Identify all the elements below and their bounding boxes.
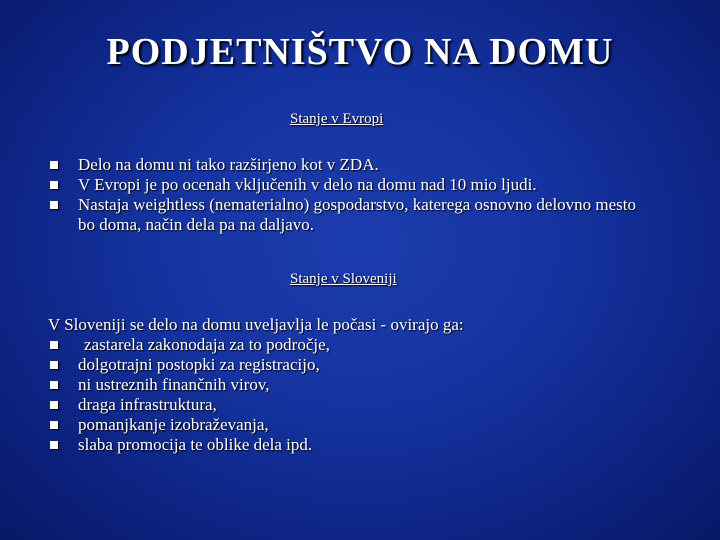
list-item-text: dolgotrajni postopki za registracijo, bbox=[78, 355, 320, 374]
list-item-text: Nastaja weightless (nematerialno) gospodarstvo, katerega osnovno delovno mesto bo doma, način dela pa na daljavo. bbox=[78, 195, 637, 234]
list-item-text: Delo na domu ni tako razširjeno kot v ZDA. bbox=[78, 155, 379, 174]
list-item-text: draga infrastruktura, bbox=[78, 395, 217, 414]
list-item bbox=[48, 155, 688, 175]
list-item-text: slaba promocija te oblike dela ipd. bbox=[78, 435, 313, 454]
bullet-square-icon bbox=[50, 341, 58, 349]
slide-title: PODJETNIŠTVO NA DOMU bbox=[106, 31, 614, 73]
europe-bullet-list bbox=[48, 155, 688, 235]
list-item-text: ni ustreznih finančnih virov, bbox=[78, 375, 270, 394]
section-heading-slovenia: Stanje v Sloveniji bbox=[290, 271, 397, 287]
bullet-square-icon bbox=[50, 381, 58, 389]
list-item bbox=[48, 435, 688, 455]
list-item bbox=[48, 335, 688, 355]
list-item bbox=[48, 375, 688, 395]
slovenia-bullet-list bbox=[48, 315, 688, 455]
bullet-square-icon bbox=[50, 441, 58, 449]
list-item bbox=[48, 395, 688, 415]
list-item bbox=[48, 415, 688, 435]
bullet-square-icon bbox=[50, 181, 58, 189]
bullet-square-icon bbox=[50, 421, 58, 429]
list-item-text: V Evropi je po ocenah vključenih v delo na domu nad 10 mio ljudi. bbox=[78, 175, 537, 194]
list-item bbox=[48, 175, 688, 195]
list-item bbox=[48, 195, 638, 235]
bullet-square-icon bbox=[50, 201, 58, 209]
list-item bbox=[48, 355, 688, 375]
bullet-square-icon bbox=[50, 361, 58, 369]
bullet-square-icon bbox=[50, 401, 58, 409]
section-intro: V Sloveniji se delo na domu uveljavlja le počasi - ovirajo ga: bbox=[48, 315, 464, 334]
list-item-text: pomanjkanje izobraževanja, bbox=[78, 415, 269, 434]
bullet-square-icon bbox=[50, 161, 58, 169]
list-item-text: zastarela zakonodaja za to področje, bbox=[84, 335, 330, 354]
section-heading-europe: Stanje v Evropi bbox=[290, 111, 384, 127]
